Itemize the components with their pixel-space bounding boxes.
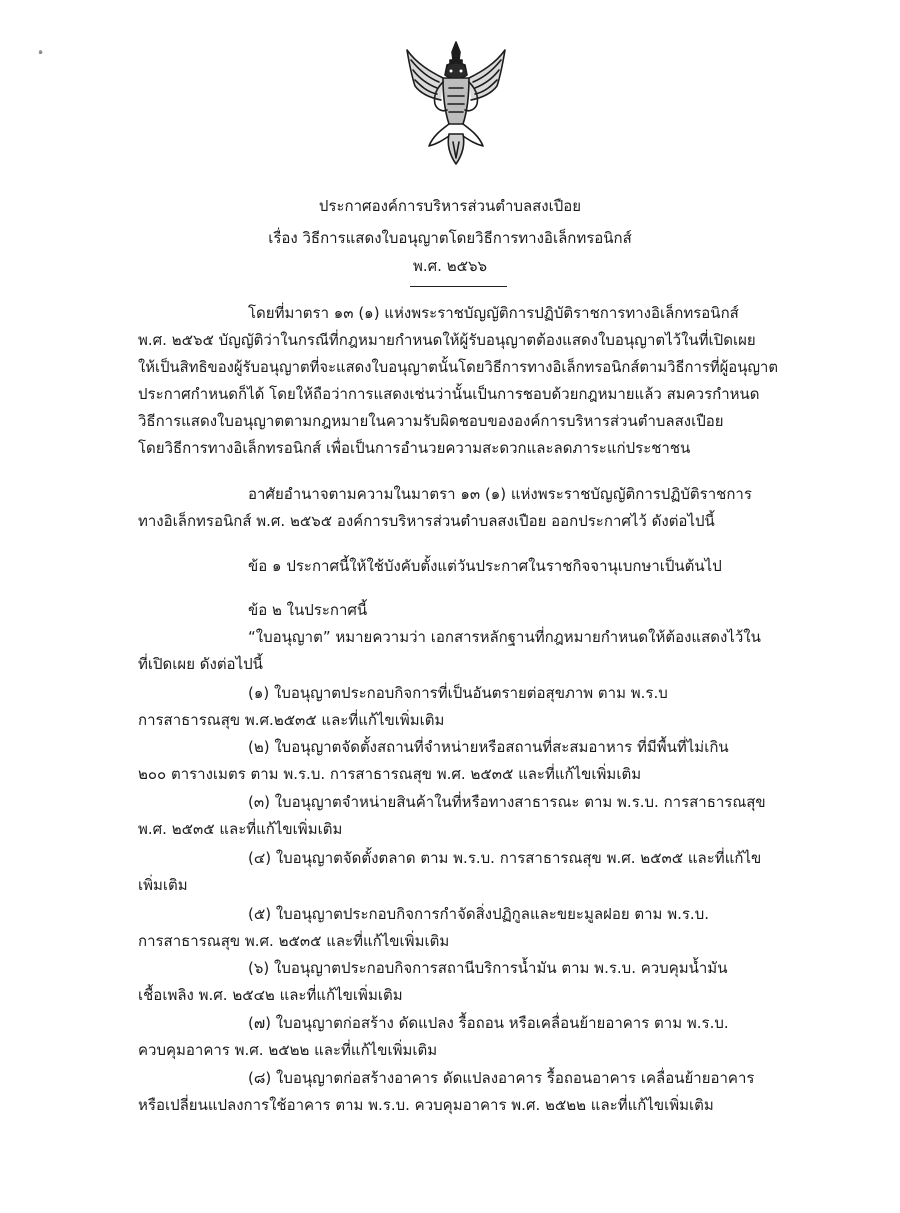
list-item-continuation: พ.ศ. ๒๕๓๕ และที่แก้ไขเพิ่มเติม (138, 820, 343, 838)
list-item-continuation: การสาธารณสุข พ.ศ.๒๕๓๕ และที่แก้ไขเพิ่มเติม (138, 711, 445, 729)
preamble-line: โดยที่มาตรา ๑๓ (๑) แห่งพระราชบัญญัติการปฏิบัติราชการทางอิเล็กทรอนิกส์ (248, 304, 739, 322)
list-item-continuation: หรือเปลี่ยนแปลงการใช้อาคาร ตาม พ.ร.บ. ควบคุมอาคาร พ.ศ. ๒๕๒๒ และที่แก้ไขเพิ่มเติม (138, 1096, 714, 1114)
list-item: (๘) ใบอนุญาตก่อสร้างอาคาร ดัดแปลงอาคาร รื้อถอนอาคาร เคลื่อนย้ายอาคาร (248, 1069, 755, 1087)
list-item: (๓) ใบอนุญาตจำหน่ายสินค้าในที่หรือทางสาธารณะ ตาม พ.ร.บ. การสาธารณสุข (248, 793, 766, 811)
title-line-3: พ.ศ. ๒๕๖๖ (413, 257, 487, 275)
clause-2: ข้อ ๒ ในประกาศนี้ (248, 601, 368, 619)
preamble-line: ให้เป็นสิทธิของผู้รับอนุญาตที่จะแสดงใบอนุญาตนั้นโดยวิธีการทางอิเล็กทรอนิกส์ตามวิธีการที่ผู้อนุญาต (138, 358, 778, 376)
preamble-line: ประกาศกำหนดก็ได้ โดยให้ถือว่าการแสดงเช่นว่านั้นเป็นการชอบด้วยกฎหมายแล้ว สมควรกำหนด (138, 385, 760, 403)
list-item: (๒) ใบอนุญาตจัดตั้งสถานที่จำหน่ายหรือสถานที่สะสมอาหาร ที่มีพื้นที่ไม่เกิน (248, 738, 729, 756)
preamble-line: โดยวิธีการทางอิเล็กทรอนิกส์ เพื่อเป็นการอำนวยความสะดวกและลดภาระแก่ประชาชน (138, 439, 691, 457)
definition-line: ที่เปิดเผย ดังต่อไปนี้ (138, 655, 263, 673)
list-item: (๕) ใบอนุญาตประกอบกิจการกำจัดสิ่งปฏิกูลและขยะมูลฝอย ตาม พ.ร.บ. (248, 905, 709, 923)
garuda-emblem-icon (393, 38, 519, 168)
definition-line: “ใบอนุญาต” หมายความว่า เอกสารหลักฐานที่กฎหมายกำหนดให้ต้องแสดงไว้ใน (248, 628, 761, 646)
list-item: (๖) ใบอนุญาตประกอบกิจการสถานีบริการน้ำมัน ตาม พ.ร.บ. ควบคุมน้ำมัน (248, 959, 728, 977)
preamble-line: พ.ศ. ๒๕๖๕ บัญญัติว่าในกรณีที่กฎหมายกำหนดให้ผู้รับอนุญาตต้องแสดงใบอนุญาตไว้ในที่เปิดเผย (138, 331, 756, 349)
title-line-2: เรื่อง วิธีการแสดงใบอนุญาตโดยวิธีการทางอิเล็กทรอนิกส์ (268, 229, 632, 247)
list-item: (๑) ใบอนุญาตประกอบกิจการที่เป็นอันตรายต่อสุขภาพ ตาม พ.ร.บ (248, 684, 668, 702)
list-item-continuation: เชื้อเพลิง พ.ศ. ๒๕๔๒ และที่แก้ไขเพิ่มเติม (138, 986, 403, 1004)
title-divider (410, 286, 507, 287)
list-item-continuation: การสาธารณสุข พ.ศ. ๒๕๓๕ และที่แก้ไขเพิ่มเติม (138, 932, 450, 950)
authority-line: อาศัยอำนาจตามความในมาตรา ๑๓ (๑) แห่งพระราชบัญญัติการปฏิบัติราชการ (248, 485, 752, 503)
clause-1: ข้อ ๑ ประกาศนี้ให้ใช้บังคับตั้งแต่วันประกาศในราชกิจจานุเบกษาเป็นต้นไป (248, 557, 722, 575)
list-item: (๗) ใบอนุญาตก่อสร้าง ดัดแปลง รื้อถอน หรือเคลื่อนย้ายอาคาร ตาม พ.ร.บ. (248, 1014, 729, 1032)
preamble-line: วิธีการแสดงใบอนุญาตตามกฎหมายในความรับผิดชอบขององค์การบริหารส่วนตำบลสงเปือย (138, 412, 724, 430)
authority-line: ทางอิเล็กทรอนิกส์ พ.ศ. ๒๕๖๕ องค์การบริหารส่วนตำบลสงเปือย ออกประกาศไว้ ดังต่อไปนี้ (138, 512, 715, 530)
list-item-continuation: ควบคุมอาคาร พ.ศ. ๒๕๒๒ และที่แก้ไขเพิ่มเติม (138, 1041, 438, 1059)
list-item-continuation: ๒๐๐ ตารางเมตร ตาม พ.ร.บ. การสาธารณสุข พ.ศ. ๒๕๓๕ และที่แก้ไขเพิ่มเติม (138, 765, 642, 783)
title-line-1: ประกาศองค์การบริหารส่วนตำบลสงเปือย (318, 197, 582, 215)
list-item: (๔) ใบอนุญาตจัดตั้งตลาด ตาม พ.ร.บ. การสาธารณสุข พ.ศ. ๒๕๓๕ และที่แก้ไข (248, 849, 762, 867)
list-item-continuation: เพิ่มเติม (138, 876, 188, 894)
corner-mark: ๑ (38, 47, 44, 56)
